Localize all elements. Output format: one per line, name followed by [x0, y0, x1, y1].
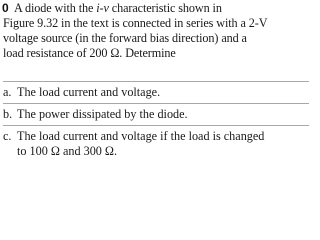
statement-line: [14, 1, 310, 16]
part-label: a.: [3, 85, 12, 99]
statement-line: Figure 9.32 in the text is connected in series with a 2-V: [3, 16, 268, 30]
part-line: The power dissipated by the diode.: [17, 107, 188, 121]
part-a: [3, 85, 309, 100]
part-line: to 100 Ω and 300 Ω.: [17, 144, 118, 158]
statement-text: A diode with the: [14, 1, 97, 15]
part-c: [3, 129, 309, 159]
part-line: The load current and voltage.: [17, 85, 161, 99]
problem-number: 0: [2, 1, 9, 15]
statement-line: load resistance of 200 Ω. Determine: [3, 46, 176, 60]
part-b: [3, 107, 309, 122]
divider: [3, 103, 309, 104]
part-text: [3, 85, 309, 100]
part-label: c.: [3, 129, 12, 143]
part-label: b.: [3, 107, 13, 121]
divider: [3, 81, 309, 82]
statement-line: voltage source (in the forward bias direction) and a: [3, 31, 247, 45]
iv-variable: i-v: [96, 1, 109, 15]
problem-parts: [3, 78, 309, 159]
problem-statement: [3, 1, 310, 61]
part-text: [3, 129, 309, 159]
part-line: The load current and voltage if the load is changed: [17, 129, 265, 143]
part-text: [3, 107, 309, 122]
divider: [3, 125, 309, 126]
statement-text: characteristic shown in: [108, 1, 222, 15]
